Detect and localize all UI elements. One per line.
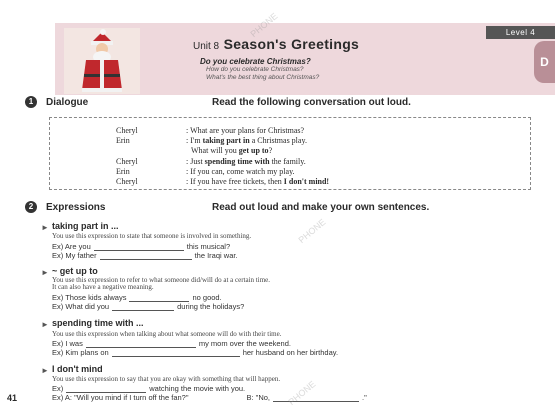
dialogue-line: : If you have free tickets, then I don't mind! [186, 177, 330, 186]
dialogue-line: What will you get up to? [191, 146, 273, 155]
answer-blank[interactable] [86, 339, 196, 348]
speaker: Cheryl [116, 126, 138, 135]
example-sentence: Ex) What did you during the holidays? [52, 302, 245, 311]
dialogue-line: : What are your plans for Christmas? [186, 126, 305, 135]
expression-description: You use this expression when talking about what someone will do with their time. [52, 330, 282, 338]
dialogue-instruction: Read the following conversation out loud. [212, 97, 411, 108]
expression-description: You use this expression to refer to what someone did/will do at a certain time. [52, 276, 270, 284]
example-sentence: Ex) Kim plans on her husband on her birthday. [52, 348, 339, 357]
answer-blank[interactable] [273, 393, 359, 402]
level-badge: Level 4 [486, 26, 555, 39]
warmup-question: Do you celebrate Christmas? [200, 57, 311, 66]
dialogue-line: : If you can, come watch my play. [186, 167, 295, 176]
answer-blank[interactable] [112, 348, 240, 357]
unit-heading: Season's Greetings [223, 36, 360, 52]
answer-blank[interactable] [100, 251, 192, 260]
bullet-icon: ► [41, 223, 49, 232]
unit-number: Unit 8 [193, 41, 220, 52]
expression-description: You use this expression to state that someone is involved in something. [52, 232, 252, 240]
section-number-1: 1 [25, 96, 37, 108]
example-sentence: Ex) Those kids always no good. [52, 293, 222, 302]
warmup-subquestion-1: How do you celebrate Christmas? [206, 66, 304, 73]
expression-title: spending time with ... [52, 318, 144, 328]
expression-description: You use this expression to say that you are okay with something that will happen. [52, 375, 281, 383]
expression-title: I don't mind [52, 364, 103, 374]
example-sentence: Ex) A: "Will you mind if I turn off the fan?" B: "No, ." [52, 393, 367, 402]
expressions-title: Expressions [46, 202, 106, 213]
speaker: Erin [116, 167, 130, 176]
bullet-icon: ► [41, 268, 49, 277]
page-number: 41 [7, 393, 18, 403]
watermark: PHONE [248, 10, 280, 40]
example-sentence: Ex) watching the movie with you. [52, 384, 246, 393]
expression-description: It can also have a negative meaning. [52, 283, 154, 291]
answer-blank[interactable] [112, 302, 174, 311]
santa-photo [64, 28, 140, 94]
expression-title: taking part in ... [52, 221, 119, 231]
watermark: PHONE [286, 378, 318, 408]
expressions-instruction: Read out loud and make your own sentences. [212, 202, 430, 213]
example-sentence: Ex) Are you this musical? [52, 242, 231, 251]
dialogue-title: Dialogue [46, 97, 89, 108]
expression-title: ~ get up to [52, 266, 98, 276]
bullet-icon: ► [41, 320, 49, 329]
example-sentence: Ex) I was my mom over the weekend. [52, 339, 291, 348]
section-number-2: 2 [25, 201, 37, 213]
warmup-subquestion-2: What's the best thing about Christmas? [206, 74, 320, 81]
unit-title [193, 36, 359, 54]
speaker: Cheryl [116, 177, 138, 186]
side-tab: D [534, 41, 555, 83]
example-sentence: Ex) My father the Iraqi war. [52, 251, 238, 260]
answer-blank[interactable] [66, 384, 146, 393]
dialogue-line: : Just spending time with the family. [186, 157, 306, 166]
watermark: PHONE [296, 216, 328, 246]
speaker: Erin [116, 136, 130, 145]
answer-blank[interactable] [129, 293, 189, 302]
dialogue-line: : I'm taking part in a Christmas play. [186, 136, 307, 145]
bullet-icon: ► [41, 366, 49, 375]
answer-blank[interactable] [94, 242, 184, 251]
speaker: Cheryl [116, 157, 138, 166]
